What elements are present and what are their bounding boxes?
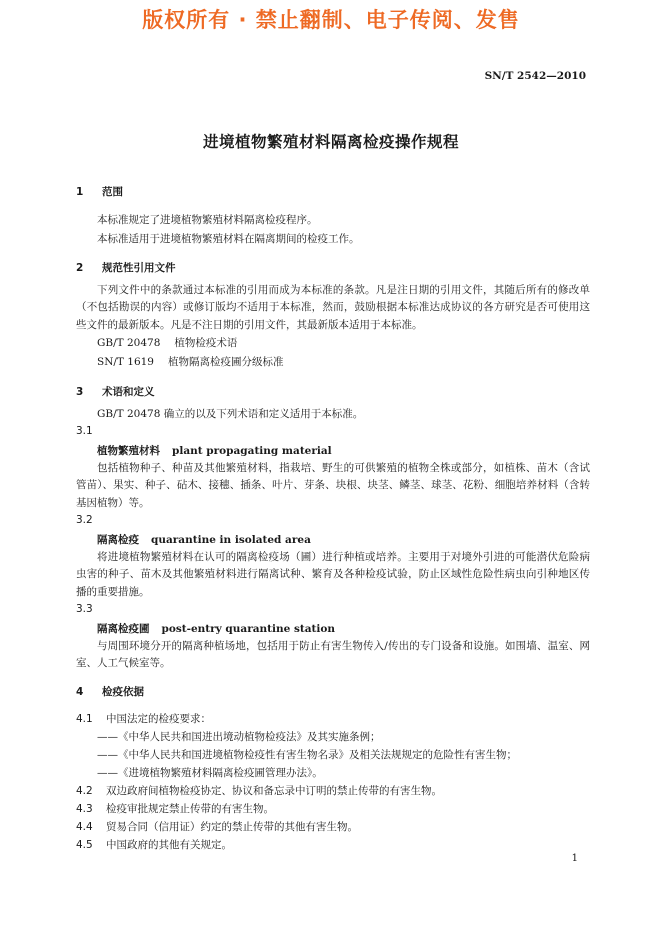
page-number: 1 [571, 853, 578, 864]
clause-number: 4.4 [76, 821, 93, 833]
standard-code: SN/T 2542—2010 [484, 70, 586, 82]
clause-number: 3.1 [76, 425, 93, 437]
term-definition: 将进境植物繁殖材料在认可的隔离检疫场（圃）进行种植或培养。主要用于对境外引进的可能潜伏危险病虫害的种子、苗木及其他繁殖材料进行隔离试种、繁育及各种检疫试验，防止区域性危险性病虫向引种地区传播的重要措施。 [76, 551, 590, 598]
term-definition: 与周围环境分开的隔离种植场地，包括用于防止有害生物传入/传出的专门设备和设施。如围墙、温室、网室、人工气候室等。 [76, 640, 590, 670]
paragraph: 下列文件中的条款通过本标准的引用而成为本标准的条款。凡是注日期的引用文件，其随后所有的修改单（不包括勘误的内容）或修订版均不适用于本标准，然而，鼓励根据本标准达成协议的各方研究是否可使用这些文件的最新版本。凡是不注日期的引用文件，其最新版本适用于本标准。 [76, 284, 590, 331]
section-title: 术语和定义 [102, 386, 155, 398]
clause-text: 检疫审批规定禁止传带的有害生物。 [106, 803, 274, 815]
section-number: 3 [76, 386, 84, 398]
section-heading-scope [76, 184, 123, 199]
term-english: plant propagating material [172, 445, 332, 457]
page-title: 进境植物繁殖材料隔离检疫操作规程 [202, 133, 459, 151]
clause-item [76, 783, 442, 798]
clause-number: 4.1 [76, 713, 93, 725]
law-list-item: ——《中华人民共和国进境植物检疫性有害生物名录》及相关法规规定的危险性有害生物； [97, 749, 517, 761]
reference-code: GB/T 20478 [97, 337, 161, 349]
term-chinese: 植物繁殖材料 [97, 445, 160, 457]
clause-text: 贸易合同（信用证）约定的禁止传带的其他有害生物。 [106, 821, 358, 833]
clause-number: 3.3 [76, 603, 93, 615]
section-number: 1 [76, 186, 84, 198]
reference-code: SN/T 1619 [97, 356, 154, 368]
term-chinese: 隔离检疫 [97, 534, 139, 546]
section-heading-quarantine-basis [76, 684, 144, 699]
clause-item [76, 801, 274, 816]
clause-text: 中国政府的其他有关规定。 [106, 839, 232, 851]
paragraph-line: GB/T 20478 确立的以及下列术语和定义适用于本标准。 [97, 408, 364, 420]
term-entry [97, 532, 311, 547]
reference-item [97, 335, 237, 350]
section-number: 4 [76, 686, 84, 698]
clause-text: 双边政府间植物检疫协定、协议和备忘录中订明的禁止传带的有害生物。 [106, 785, 442, 797]
clause-item [76, 837, 232, 852]
term-english: quarantine in isolated area [151, 534, 311, 546]
section-title: 检疫依据 [102, 686, 144, 698]
term-entry [97, 443, 332, 458]
clause-number: 4.5 [76, 839, 93, 851]
clause-number: 4.3 [76, 803, 93, 815]
clause-item [76, 819, 358, 834]
term-definition: 包括植物种子、种苗及其他繁殖材料，指栽培、野生的可供繁殖的植物全株或部分，如植株、苗木（含试管苗）、果实、种子、砧木、接穗、插条、叶片、芽条、块根、块茎、鳞茎、球茎、花粉、细胞培养材料（含转基因植物）等。 [76, 462, 590, 509]
clause-number: 3.2 [76, 514, 93, 526]
clause-item [76, 711, 211, 726]
law-list-item: ——《进境植物繁殖材料隔离检疫圃管理办法》。 [97, 767, 323, 779]
paragraph-line: 本标准适用于进境植物繁殖材料在隔离期间的检疫工作。 [97, 233, 360, 245]
reference-name: 植物隔离检疫圃分级标准 [167, 356, 284, 368]
term-english: post-entry quarantine station [161, 623, 336, 635]
reference-name: 植物检疫术语 [174, 337, 238, 349]
reference-item [97, 354, 283, 369]
law-list-item: ——《中华人民共和国进出境动植物检疫法》及其实施条例； [97, 731, 381, 743]
section-heading-normative-references [76, 260, 176, 275]
paragraph-line: 本标准规定了进境植物繁殖材料隔离检疫程序。 [97, 214, 318, 226]
section-title: 规范性引用文件 [102, 262, 176, 274]
section-number: 2 [76, 262, 84, 274]
clause-text: 中国法定的检疫要求： [106, 713, 211, 725]
copyright-watermark: 版权所有 · 禁止翻制、电子传阅、发售 [142, 8, 520, 32]
term-chinese: 隔离检疫圃 [97, 623, 150, 635]
section-title: 范围 [102, 186, 123, 198]
clause-number: 4.2 [76, 785, 93, 797]
section-heading-terms-definitions [76, 384, 155, 399]
term-entry [97, 621, 335, 636]
